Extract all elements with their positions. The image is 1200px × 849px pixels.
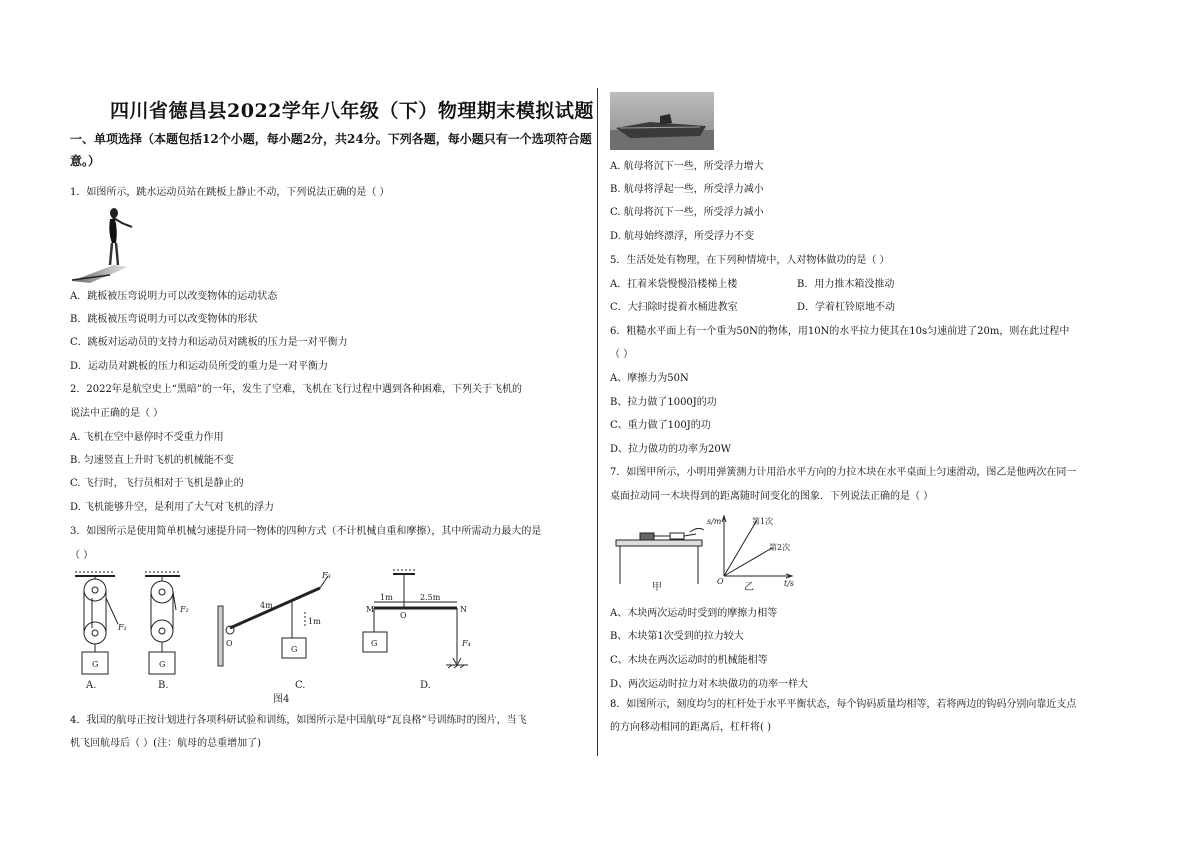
q6-option-b: B、拉力做了1000J的功: [610, 397, 717, 408]
q3-point-n: N: [460, 605, 467, 614]
q1-option-b: B．跳板被压弯说明力可以改变物体的形状: [70, 314, 258, 325]
q7-stem-line1: 7．如图甲所示，小明用弹簧测力计用沿水平方向的力拉木块在水平桌面上匀速滑动，图乙是他两次在同一: [610, 467, 1077, 478]
figure-caption: 图4: [273, 694, 290, 705]
q3-g-b: G: [159, 660, 166, 669]
q7-origin: O: [717, 577, 724, 586]
q3-stem-line2: （ ）: [70, 550, 94, 561]
q3-label-a: A.: [86, 680, 97, 691]
q4-stem-line2: 机飞回航母后（ ）(注：航母的总重增加了): [70, 738, 261, 749]
section-heading: 一、单项选择（本题包括12个小题，每小题2分，共24分。下列各题，每小题只有一个选项符合题意。）: [70, 132, 592, 168]
q6-option-a: A、摩擦力为50N: [610, 373, 689, 384]
column-divider: [597, 88, 598, 756]
simple-machines-figure: [70, 568, 520, 708]
q5-stem: 5．生活处处有物理，在下列种情境中，人对物体做功的是（ ）: [610, 255, 890, 266]
q2-stem-line1: 2．2022年是航空史上“黑暗”的一年，发生了空难，飞机在飞行过程中遇到各种困难，下列关于飞机的: [70, 384, 523, 395]
q6-stem-line1: 6．粗糙水平面上有一个重为50N的物体，用10N的水平拉力使其在10s匀速前进了20m，则在此过程中: [610, 326, 1070, 337]
q3-len-25m: 2.5m: [420, 593, 441, 602]
q3-label-b: B.: [158, 680, 169, 691]
q5-option-c: C．大扫除时提着水桶进教室: [610, 302, 738, 313]
friction-experiment-figure: [612, 512, 802, 592]
q2-stem-line2: 说法中正确的是（ ）: [70, 408, 164, 419]
q1-option-d: D．运动员对跳板的压力和运动员所受的重力是一对平衡力: [70, 361, 329, 372]
aircraft-carrier-photo: [610, 92, 714, 150]
q3-point-o-d: O: [400, 611, 407, 620]
q3-f2: F₂: [180, 605, 189, 614]
q3-label-c: C.: [295, 680, 306, 691]
page-title: 四川省德昌县2022学年八年级（下）物理期末模拟试题: [110, 100, 594, 122]
q7-option-c: C、木块在两次运动时的机械能相等: [610, 655, 768, 666]
q7-fig-yi: 乙: [744, 582, 754, 592]
q3-point-m: M: [366, 605, 375, 614]
q6-option-c: C、重力做了100J的功: [610, 420, 711, 431]
q3-g-c: G: [291, 645, 298, 654]
q7-option-a: A、木块两次运动时受到的摩擦力相等: [610, 608, 778, 619]
q3-g-a: G: [92, 660, 99, 669]
q7-option-d: D、两次运动时拉力对木块做功的功率一样大: [610, 679, 809, 690]
q3-len-1m-c: 1m: [308, 617, 321, 626]
q4-option-c: C. 航母将沉下一些，所受浮力减小: [610, 207, 764, 218]
q3-f3: F₃: [322, 571, 331, 580]
q5-option-d: D．学着杠铃原地不动: [797, 302, 896, 313]
q2-option-a: A. 飞机在空中悬停时不受重力作用: [70, 432, 224, 443]
q6-stem-line2: （ ）: [610, 349, 634, 360]
q7-stem-line2: 桌面拉动同一木块得到的距离随时间变化的图象．下列说法正确的是（ ）: [610, 491, 934, 502]
q8-stem-line2: 的方向移动相同的距离后，杠杆将( ): [610, 722, 771, 733]
q4-stem-line1: 4．我国的航母正按计划进行各项科研试验和训练，如图所示是中国航母“瓦良格”号训练时的图片，当飞: [70, 715, 527, 726]
q3-len-1m-d: 1m: [380, 593, 393, 602]
q3-stem-line1: 3．如图所示是使用简单机械匀速提升同一物体的四种方式（不计机械自重和摩擦），其中所需动力最大的是: [70, 526, 542, 537]
q5-option-b: B．用力推木箱没推动: [797, 279, 895, 290]
q7-axis-y: s/m: [707, 517, 722, 526]
q1-option-a: A．跳板被压弯说明力可以改变物体的运动状态: [70, 291, 278, 302]
q5-option-a: A．扛着米袋慢慢沿楼梯上楼: [610, 279, 738, 290]
q7-axis-x: t/s: [784, 579, 795, 588]
diver-figure: [70, 205, 150, 283]
q7-line1: 第1次: [752, 517, 774, 526]
q7-fig-jia: 甲: [652, 582, 662, 592]
q7-option-b: B、木块第1次受到的拉力较大: [610, 631, 744, 642]
q6-option-d: D、拉力做功的功率为20W: [610, 444, 732, 455]
q7-line2: 第2次: [769, 543, 791, 552]
q2-option-d: D. 飞机能够升空，是利用了大气对飞机的浮力: [70, 502, 275, 513]
q2-option-b: B. 匀速竖直上升时飞机的机械能不变: [70, 455, 234, 466]
q3-f1: F₁: [118, 623, 127, 632]
q1-stem: 1．如图所示，跳水运动员站在跳板上静止不动，下列说法正确的是（ ）: [70, 187, 390, 198]
q3-point-o-c: O: [226, 639, 233, 648]
q1-option-c: C．跳板对运动员的支持力和运动员对跳板的压力是一对平衡力: [70, 337, 348, 348]
q3-g-d: G: [371, 639, 378, 648]
q4-option-b: B. 航母将浮起一些，所受浮力减小: [610, 184, 764, 195]
q4-option-a: A. 航母将沉下一些，所受浮力增大: [610, 161, 764, 172]
q3-f4: F₄: [462, 639, 471, 648]
q2-option-c: C. 飞行时，飞行员相对于飞机是静止的: [70, 478, 244, 489]
q8-stem-line1: 8．如图所示，刻度均匀的杠杆处于水平平衡状态，每个钩码质量均相等，若将两边的钩码分别向靠近支点: [610, 699, 1077, 710]
q3-len-4m: 4m: [260, 601, 273, 610]
q3-label-d: D.: [420, 680, 431, 691]
q4-option-d: D. 航母始终漂浮，所受浮力不变: [610, 231, 755, 242]
